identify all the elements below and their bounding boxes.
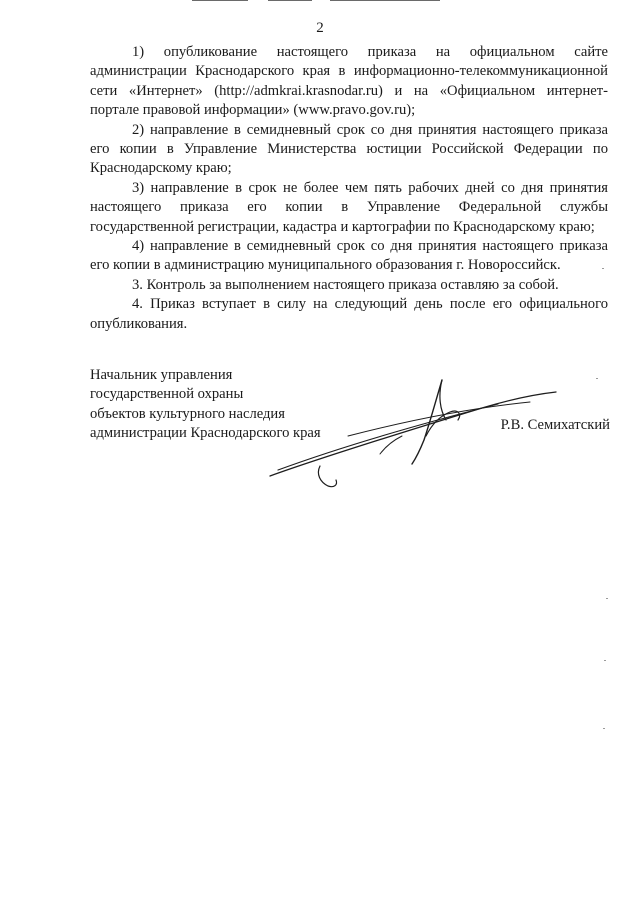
paragraph-registration-service: 3) направление в срок не более чем пять рабочих дней со дня принятия настоящего приказа его копии в Управление Федеральной службы государственной регистрации, кадастра и картографии по Краснодарскому краю; — [90, 179, 608, 235]
signer-title-line: государственной охраны — [90, 386, 244, 403]
signer-title-line: администрации Краснодарского края — [90, 425, 321, 442]
signer-title-line: Начальник управления — [90, 367, 233, 383]
document-body — [90, 43, 608, 334]
paragraph-municipality: 4) направление в семидневный срок со дня принятия настоящего приказа его копии в администрацию муниципального образования г. Новороссийск. — [90, 238, 608, 274]
top-scan-rule — [330, 0, 440, 1]
paragraph-justice-ministry: 2) направление в семидневный срок со дня принятия настоящего приказа его копии в Управление Министерства юстиции Российской Федерации по Краснодарскому краю; — [90, 121, 608, 177]
signature-block — [90, 366, 610, 516]
paragraph-effective-date: 4. Приказ вступает в силу на следующий день после его официального опубликования. — [90, 296, 608, 332]
page-number: 2 — [316, 20, 324, 36]
scan-artifact — [603, 728, 605, 729]
paragraph-publication: 1) опубликование настоящего приказа на официальном сайте администрации Краснодарского края в информационно-телекоммуникационной сети «Интернет» (http://admkrai.krasnodar.ru) и на «Официальном интернет-портале правовой информации» (www.pravo.gov.ru); — [90, 44, 608, 119]
top-scan-rule — [192, 0, 248, 1]
scan-artifact — [602, 268, 604, 269]
paragraph-control: 3. Контроль за выполнением настоящего приказа оставляю за собой. — [132, 276, 559, 293]
signer-name: Р.В. Семихатский — [500, 417, 610, 433]
scan-artifact — [596, 378, 598, 379]
scan-artifact — [606, 598, 608, 599]
signer-title-line: объектов культурного наследия — [90, 405, 285, 422]
scan-artifact — [604, 660, 606, 661]
top-scan-rule — [268, 0, 312, 1]
